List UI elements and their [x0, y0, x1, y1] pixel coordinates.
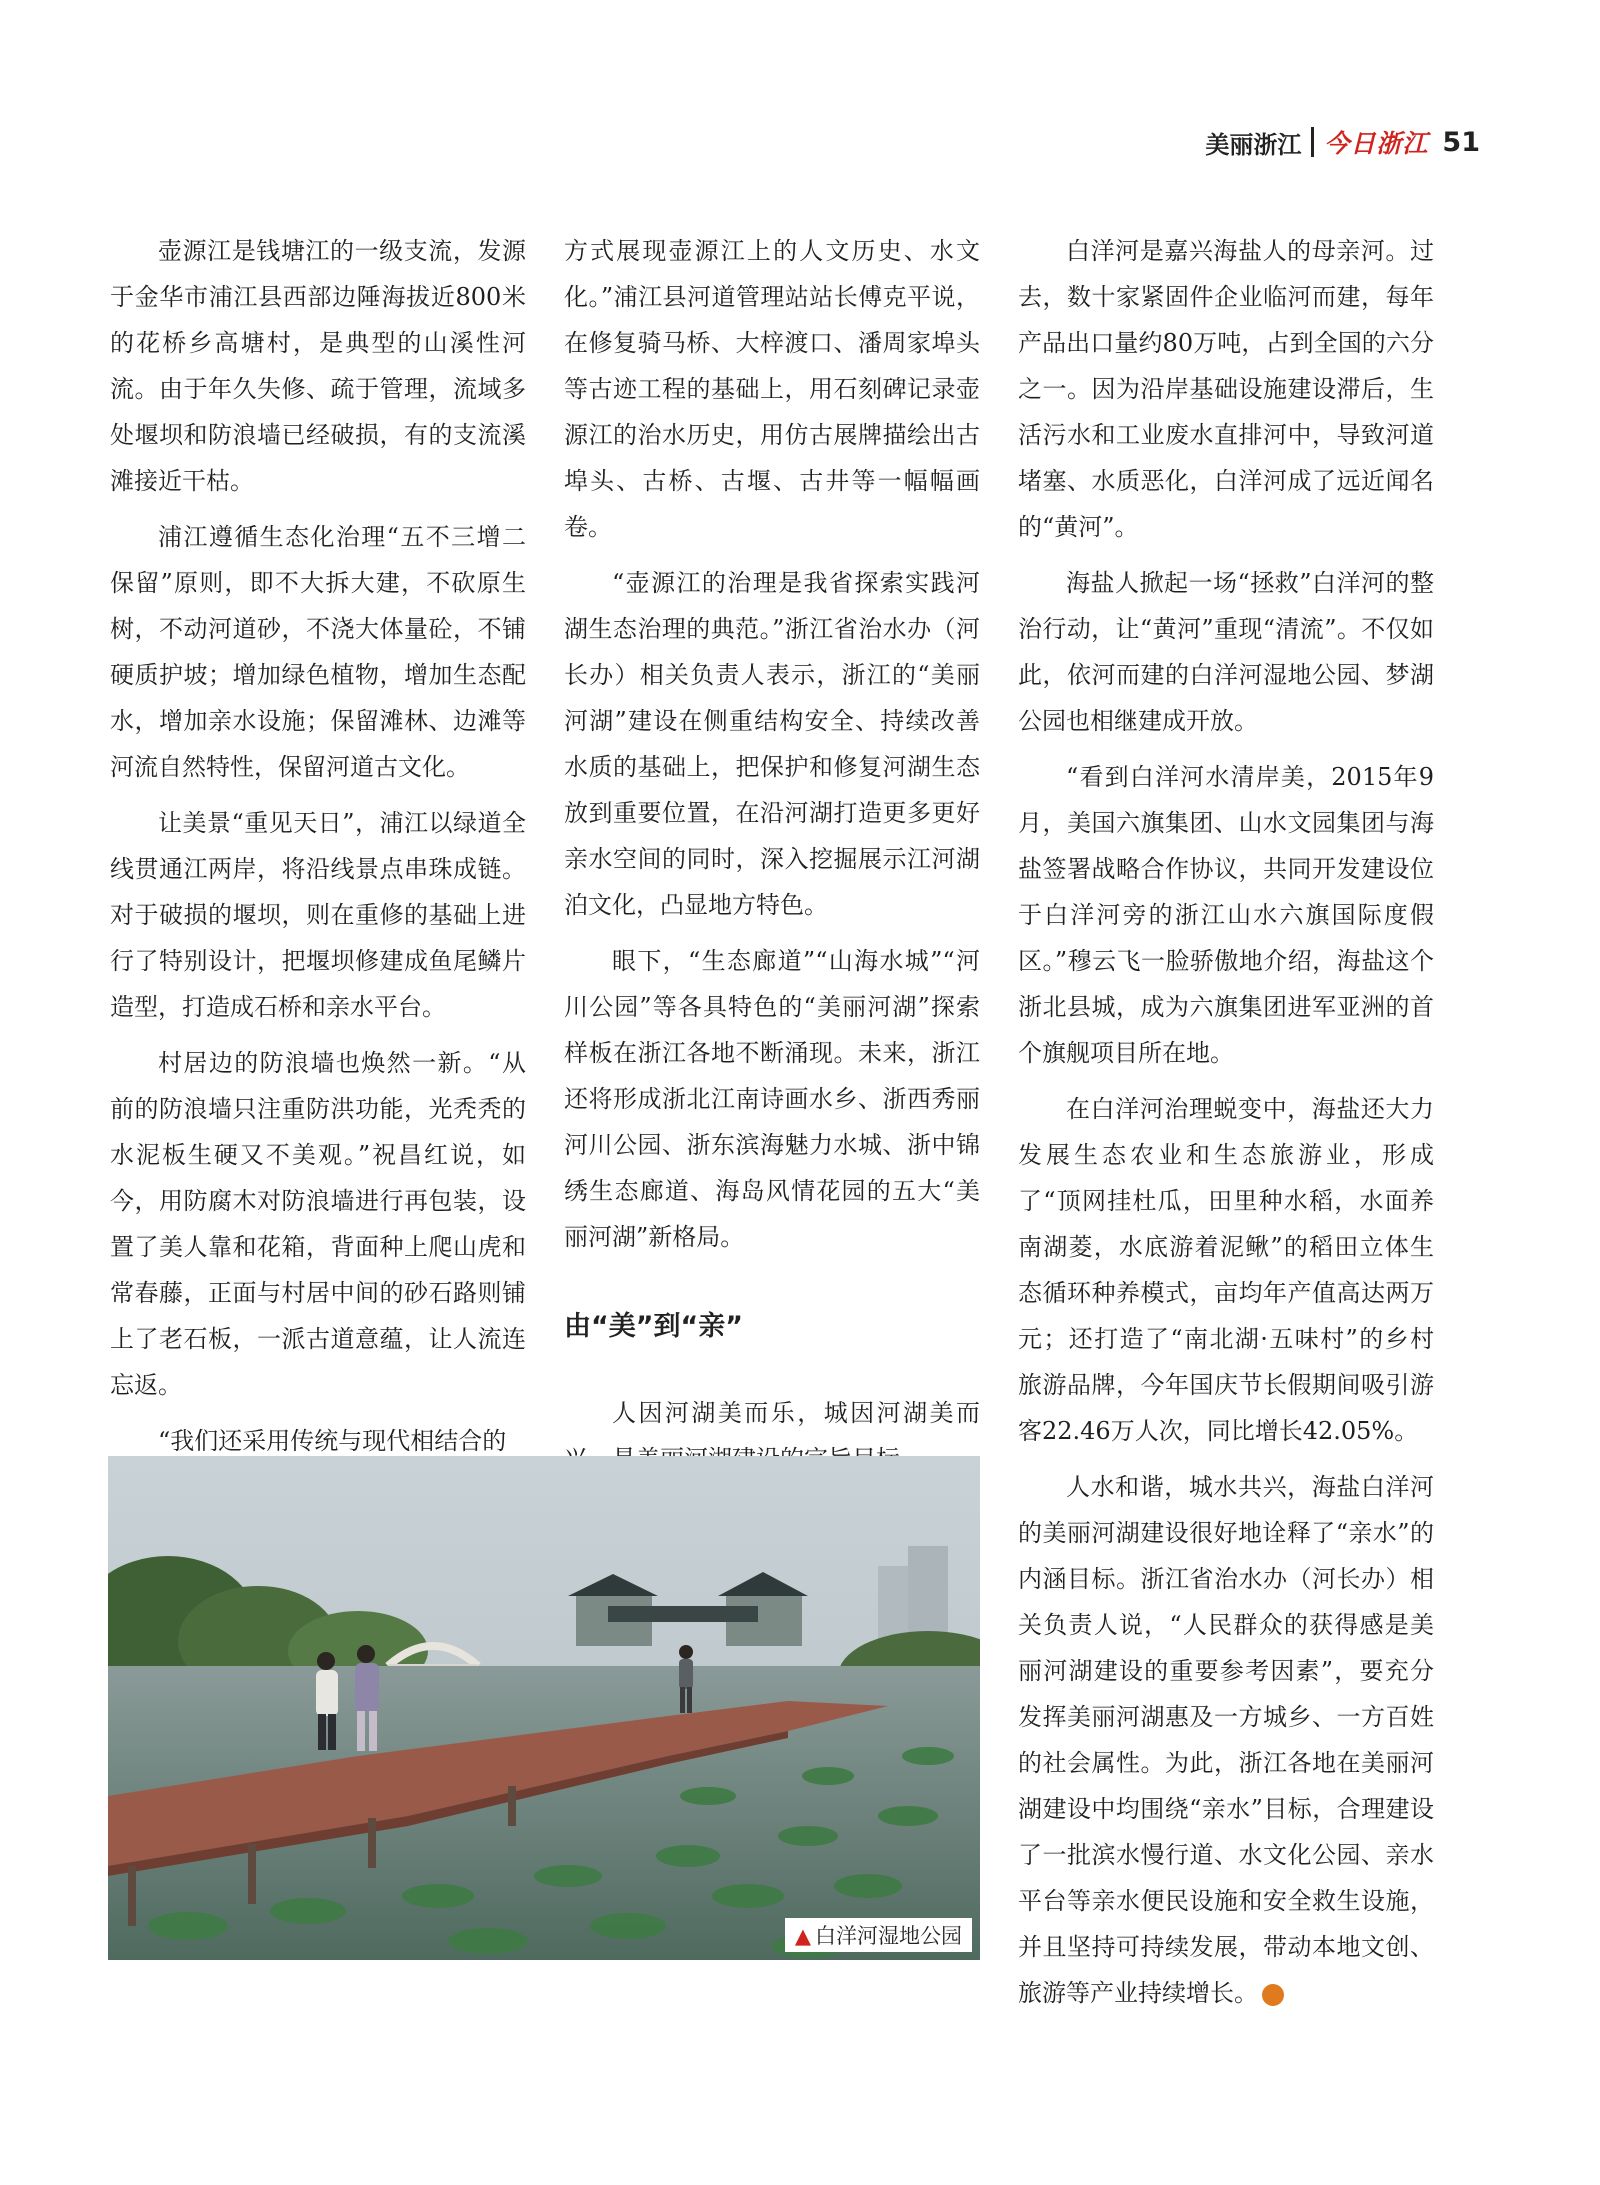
paragraph: 浦江遵循生态化治理“五不三增二保留”原则，即不大拆大建，不砍原生树，不动河道砂，不浇大体量砼，不铺硬质护坡；增加绿色植物，增加生态配水，增加亲水设施；保留滩林、边滩等河流自然特性，保留河道古文化。 [110, 523, 526, 781]
article-column-1 [110, 228, 526, 1474]
page-number: 51 [1442, 126, 1480, 158]
paragraph: 白洋河是嘉兴海盐人的母亲河。过去，数十家紧固件企业临河而建，每年产品出口量约80万吨，占到全国的六分之一。因为沿岸基础设施建设滞后，生活污水和工业废水直排河中，导致河道堵塞、水质恶化，白洋河成了远近闻名的“黄河”。 [1018, 237, 1434, 541]
paragraph: 壶源江是钱塘江的一级支流，发源于金华市浦江县西部边陲海拔近800米的花桥乡高塘村，是典型的山溪性河流。由于年久失修、疏于管理，流域多处堰坝和防浪墙已经破损，有的支流溪滩接近干枯。 [110, 237, 526, 495]
paragraph: 海盐人掀起一场“拯救”白洋河的整治行动，让“黄河”重现“清流”。不仅如此，依河而建的白洋河湿地公园、梦湖公园也相继建成开放。 [1018, 569, 1434, 735]
paragraph: 在白洋河治理蜕变中，海盐还大力发展生态农业和生态旅游业，形成了“顶网挂杜瓜，田里种水稻，水面养南湖菱，水底游着泥鳅”的稻田立体生态循环种养模式，亩均年产值高达两万元；还打造了“南北湖·五味村”的乡村旅游品牌，今年国庆节长假期间吸引游客22.46万人次，同比增长42.05%。 [1018, 1095, 1434, 1445]
paragraph: 眼下，“生态廊道”“山海水城”“河川公园”等各具特色的“美丽河湖”探索样板在浙江各地不断涌现。未来，浙江还将形成浙北江南诗画水乡、浙西秀丽河川公园、浙东滨海魅力水城、浙中锦绣生态廊道、海岛风情花园的五大“美丽河湖”新格局。 [564, 947, 980, 1251]
caption-marker: ▲ [794, 1924, 811, 1948]
section-title: 美丽浙江 [1205, 130, 1302, 159]
paragraph-last [1018, 1464, 1434, 2016]
section-subheading: 由“美”到“亲” [564, 1311, 743, 1342]
paragraph: 让美景“重见天日”，浦江以绿道全线贯通江两岸，将沿线景点串珠成链。对于破损的堰坝，则在重修的基础上进行了特别设计，把堰坝修建成鱼尾鳞片造型，打造成石桥和亲水平台。 [110, 809, 526, 1021]
caption-text: 白洋河湿地公园 [815, 1924, 962, 1948]
article-column-2 [564, 228, 980, 1492]
paragraph: “我们还采用传统与现代相结合的 [158, 1427, 507, 1455]
paragraph: “看到白洋河水清岸美，2015年9月，美国六旗集团、山水文园集团与海盐签署战略合作协议，共同开发建设位于白洋河旁的浙江山水六旗国际度假区。”穆云飞一脸骄傲地介绍，海盐这个浙北县城，成为六旗集团进军亚洲的首个旗舰项目所在地。 [1018, 763, 1434, 1067]
magazine-logo: 今日浙江 [1324, 129, 1429, 158]
header-divider [1311, 127, 1314, 157]
paragraph: 方式展现壶源江上的人文历史、水文化。”浦江县河道管理站站长傅克平说，在修复骑马桥、大梓渡口、潘周家埠头等古迹工程的基础上，用石刻碑记录壶源江的治水历史，用仿古展牌描绘出古埠头、古桥、古堰、古井等一幅幅画卷。 [564, 237, 980, 541]
end-mark-icon [1262, 1984, 1284, 2006]
photo-caption [785, 1918, 972, 1952]
paragraph: 人因河湖美而乐，城因河湖美而 [612, 1399, 980, 1427]
photo-illustration [108, 1456, 980, 1960]
paragraph: 村居边的防浪墙也焕然一新。“从前的防浪墙只注重防洪功能，光秃秃的水泥板生硬又不美观。”祝昌红说，如今，用防腐木对防浪墙进行再包装，设置了美人靠和花箱，背面种上爬山虎和常春藤，正面与村居中间的砂石路则铺上了老石板，一派古道意蕴，让人流连忘返。 [110, 1049, 526, 1399]
wetland-park-photo [108, 1456, 980, 1960]
article-column-3 [1018, 228, 1434, 2026]
page-header [1205, 122, 1480, 162]
paragraph-text: 人水和谐，城水共兴，海盐白洋河的美丽河湖建设很好地诠释了“亲水”的内涵目标。浙江省治水办（河长办）相关负责人说，“人民群众的获得感是美丽河湖建设的重要参考因素”，要充分发挥美丽河湖惠及一方城乡、一方百姓的社会属性。为此，浙江各地在美丽河湖建设中均围绕“亲水”目标，合理建设了一批滨水慢行道、水文化公园、亲水平台等亲水便民设施和安全救生设施，并且坚持可持续发展，带动本地文创、旅游等产业持续增长。 [1018, 1473, 1434, 2007]
paragraph: “壶源江的治理是我省探索实践河湖生态治理的典范。”浙江省治水办（河长办）相关负责人表示，浙江的“美丽河湖”建设在侧重结构安全、持续改善水质的基础上，把保护和修复河湖生态放到重要位置，在沿河湖打造更多更好亲水空间的同时，深入挖掘展示江河湖泊文化，凸显地方特色。 [564, 569, 980, 919]
